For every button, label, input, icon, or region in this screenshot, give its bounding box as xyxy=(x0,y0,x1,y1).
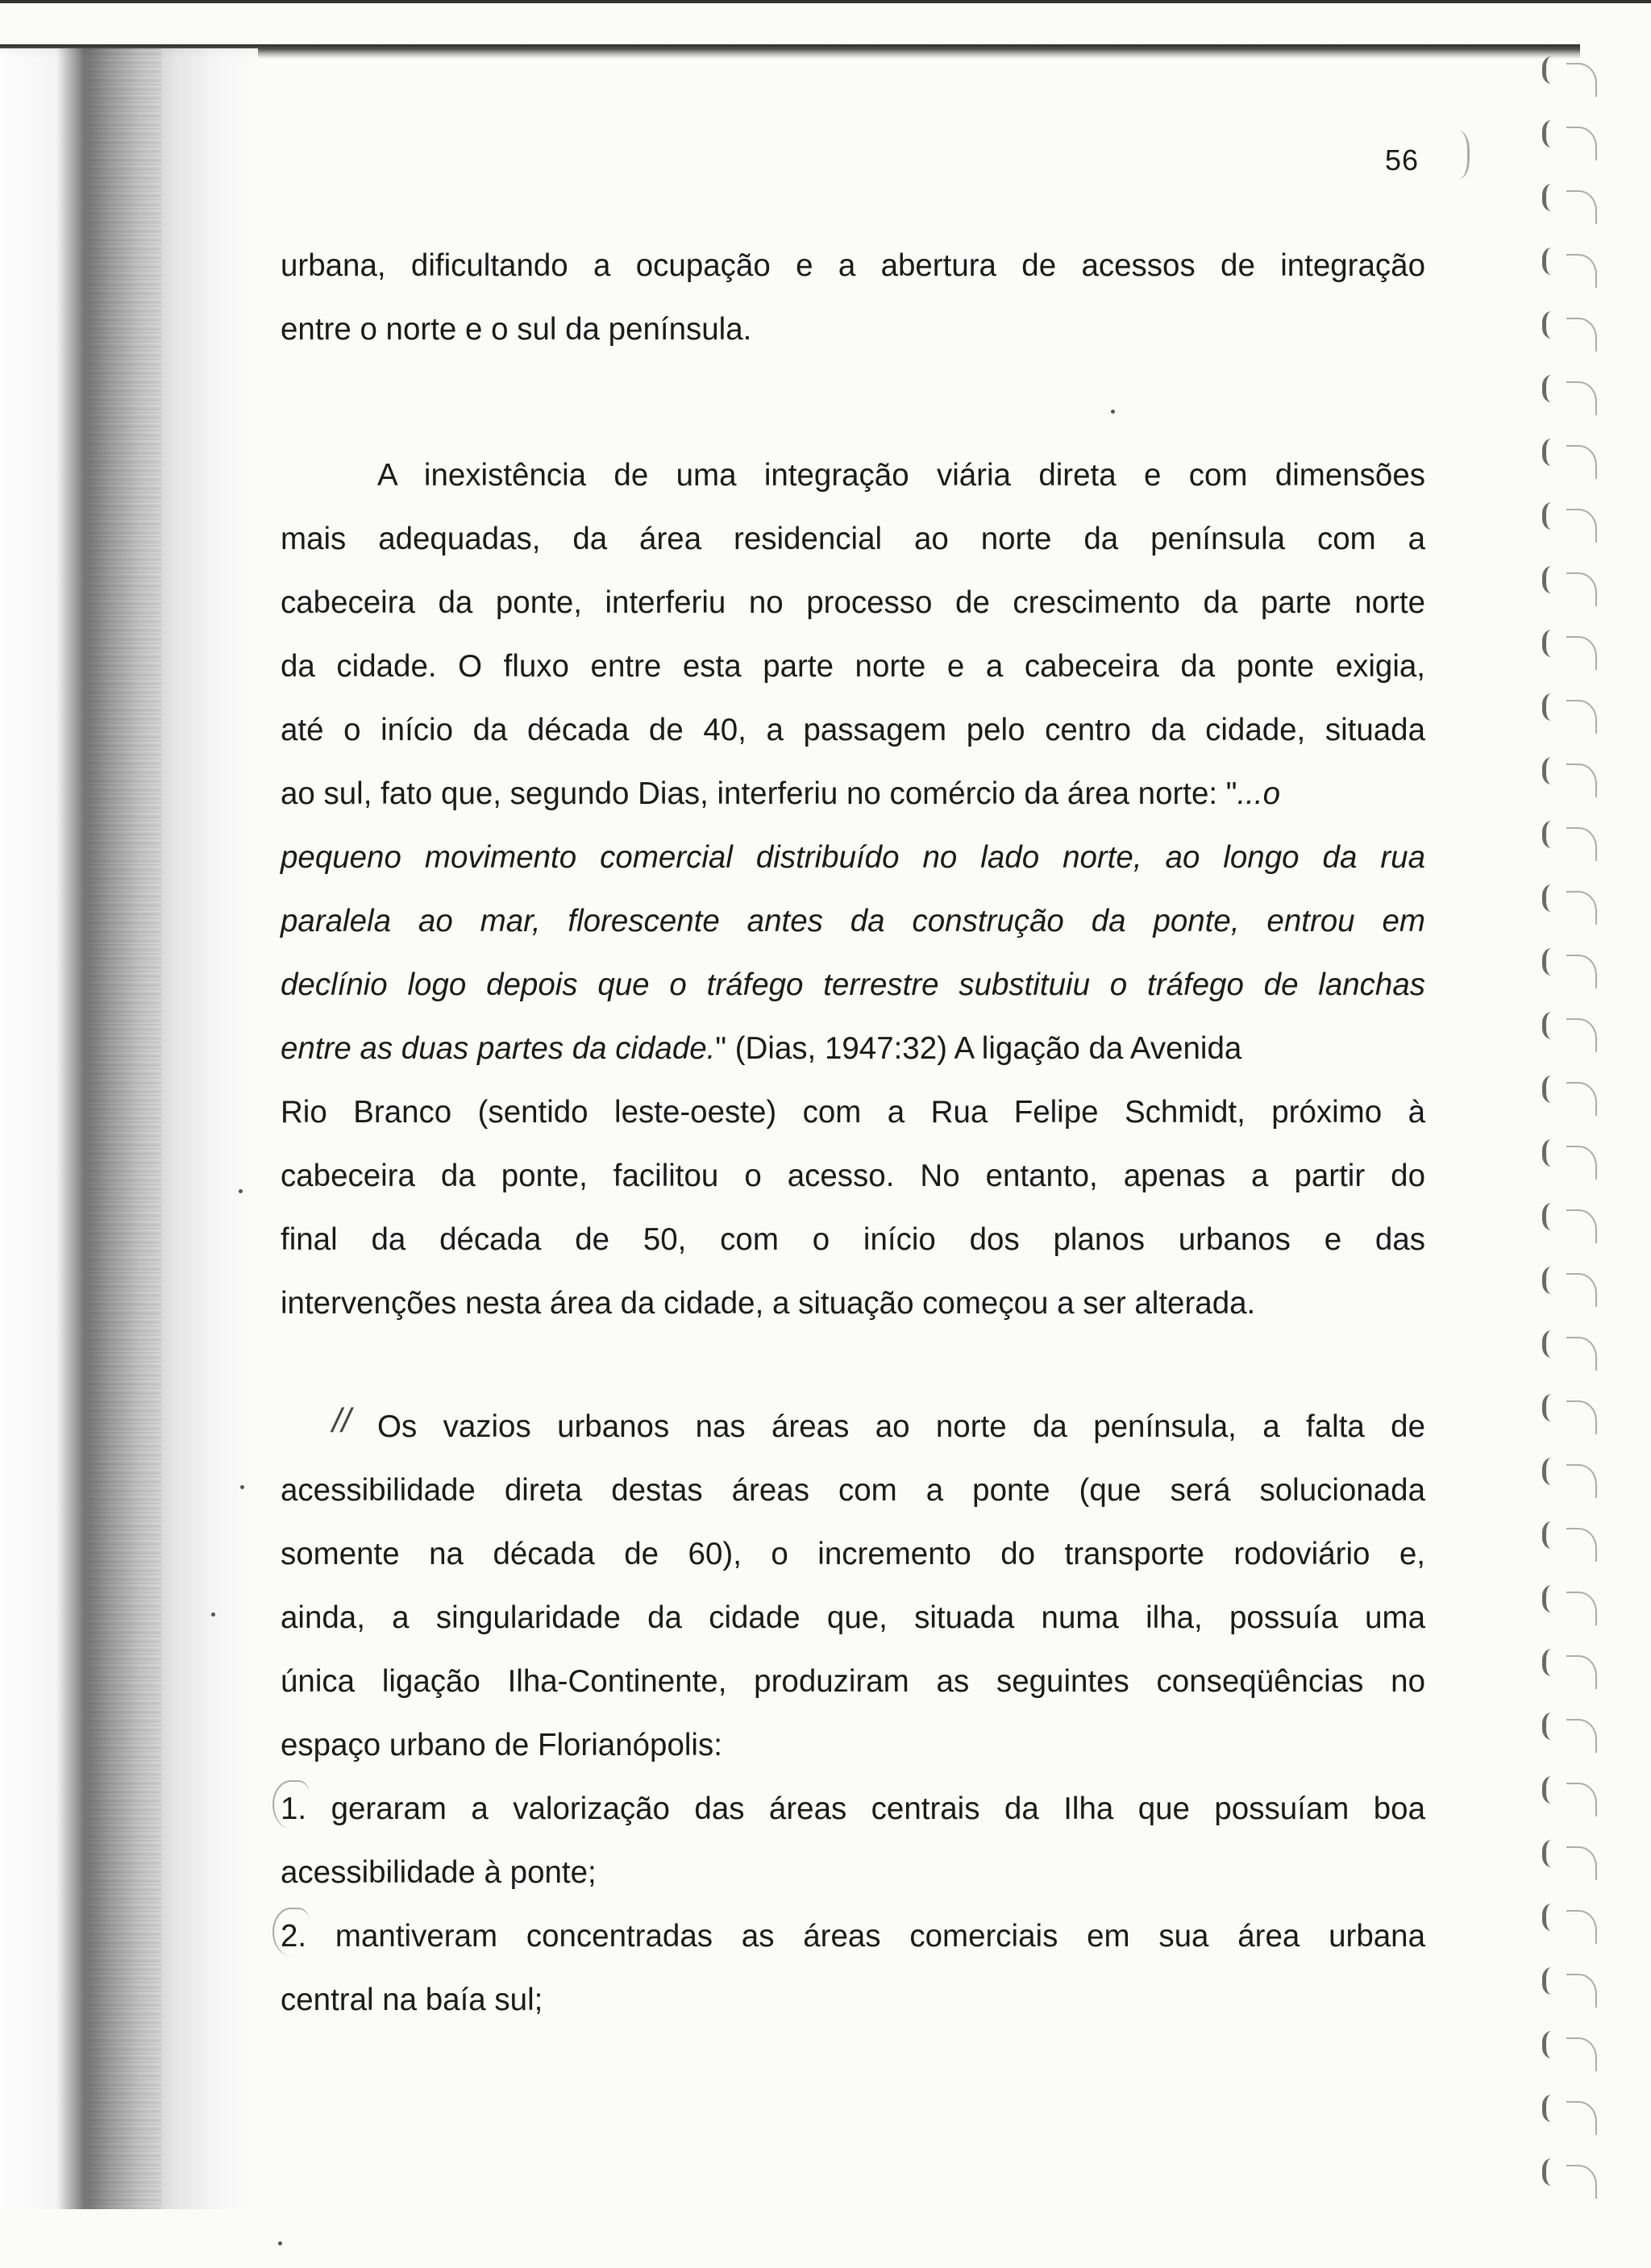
spiral-arc xyxy=(1566,254,1597,288)
spiral-arc xyxy=(1566,1400,1597,1434)
consequences-list xyxy=(281,1777,1425,2032)
paragraph-pencil-mark: // xyxy=(332,1401,351,1439)
spiral-ring xyxy=(1542,1203,1566,1230)
spiral-arc xyxy=(1566,1337,1597,1371)
spiral-ring xyxy=(1542,757,1566,784)
spiral-arc xyxy=(1566,63,1597,97)
scan-speck xyxy=(240,1485,244,1489)
spiral-arc xyxy=(1566,1209,1597,1243)
scan-speck xyxy=(1111,410,1115,414)
spiral-ring xyxy=(1542,1776,1566,1804)
quote-segment: ...o xyxy=(1237,776,1280,811)
quote-line: declínio logo depois que o tráfego terrestre substituiu o tráfego de lanchas xyxy=(281,968,1425,1002)
scan-speck xyxy=(239,1189,243,1193)
text-line: acessibilidade direta destas áreas com a ponte (que será solucionada xyxy=(281,1473,1425,1508)
spiral-arc xyxy=(1566,1719,1597,1753)
spiral-arc xyxy=(1566,1018,1597,1052)
spiral-ring xyxy=(1542,439,1566,466)
spiral-ring xyxy=(1542,1585,1566,1613)
text-line: espaço urbano de Florianópolis: xyxy=(281,1728,722,1762)
spiral-ring xyxy=(1542,693,1566,721)
spiral-arc xyxy=(1566,764,1597,797)
quote-line: pequeno movimento comercial distribuído no lado norte, ao longo da rua xyxy=(281,840,1425,875)
spiral-ring xyxy=(1542,1840,1566,1867)
text-line: cabeceira da ponte, facilitou o acesso. No entanto, apenas a partir do xyxy=(281,1159,1425,1193)
spiral-ring xyxy=(1542,1139,1566,1167)
spiral-ring xyxy=(1542,1330,1566,1358)
spiral-ring xyxy=(1542,184,1566,211)
spiral-arc xyxy=(1566,955,1597,988)
spiral-arc xyxy=(1566,127,1597,160)
text-line: A inexistência de uma integração viária direta e com dimensões xyxy=(377,458,1425,493)
text-line: até o início da década de 40, a passagem pelo centro da cidade, situada xyxy=(281,713,1425,747)
spiral-arc xyxy=(1566,2165,1597,2199)
spiral-arc xyxy=(1566,318,1597,352)
text-segment: ao sul, fato que, segundo Dias, interferiu no comércio da área norte: " xyxy=(281,776,1237,811)
spiral-ring xyxy=(1542,566,1566,593)
text-line: mais adequadas, da área residencial ao norte da península com a xyxy=(281,522,1425,556)
spiral-arc xyxy=(1566,381,1597,415)
spiral-ring xyxy=(1542,1012,1566,1039)
spiral-arc xyxy=(1566,827,1597,861)
quote-segment: entre as duas partes da cidade. xyxy=(281,1031,716,1066)
spiral-arc xyxy=(1566,1273,1597,1307)
spiral-ring xyxy=(1542,120,1566,148)
text-line xyxy=(281,1017,1425,1080)
text-line xyxy=(281,762,1425,826)
text-line: intervenções nesta área da cidade, a situação começou a ser alterada. xyxy=(281,1286,1256,1321)
spiral-arc xyxy=(1566,1910,1597,1944)
text-line: ainda, a singularidade da cidade que, situada numa ilha, possuía uma xyxy=(281,1600,1425,1635)
spiral-arc xyxy=(1566,2037,1597,2071)
spiral-arc xyxy=(1566,1592,1597,1625)
page-top-border xyxy=(0,0,1651,3)
list-number: 2. xyxy=(281,1904,306,1968)
spiral-arc xyxy=(1566,891,1597,925)
text-line: urbana, dificultando a ocupação e a abertura de acessos de integração xyxy=(281,248,1425,283)
text-line: da cidade. O fluxo entre esta parte norte e a cabeceira da ponte exigia, xyxy=(281,649,1425,684)
spiral-ring xyxy=(1542,884,1566,912)
spiral-ring xyxy=(1542,1904,1566,1931)
text-line: cabeceira da ponte, interferiu no processo de crescimento da parte norte xyxy=(281,585,1425,620)
spiral-arc xyxy=(1566,1846,1597,1880)
list-item-1-continuation: acessibilidade à ponte; xyxy=(281,1855,597,1890)
spiral-arc xyxy=(1566,572,1597,606)
list-number: 1. xyxy=(281,1777,306,1841)
spiral-arc xyxy=(1566,2101,1597,2135)
spiral-ring xyxy=(1542,502,1566,530)
text-segment: " (Dias, 1947:32) A ligação da Avenida xyxy=(715,1031,1242,1066)
spiral-ring xyxy=(1542,630,1566,657)
spiral-arc xyxy=(1566,636,1597,670)
spiral-ring xyxy=(1542,248,1566,275)
spiral-ring xyxy=(1542,56,1566,84)
page-number-pencil-mark xyxy=(1443,131,1470,179)
spiral-ring xyxy=(1542,1394,1566,1421)
scan-speck xyxy=(278,2241,282,2245)
list-text: geraram a valorização das áreas centrais da Ilha que possuíam boa xyxy=(331,1792,1425,1826)
spiral-arc xyxy=(1566,700,1597,734)
quote-line: paralela ao mar, florescente antes da construção da ponte, entrou em xyxy=(281,904,1425,938)
spiral-ring xyxy=(1542,2158,1566,2186)
list-item-2-continuation: central na baía sul; xyxy=(281,1983,543,2017)
text-line: entre o norte e o sul da península. xyxy=(281,312,752,347)
spiral-ring xyxy=(1542,1267,1566,1294)
spiral-ring xyxy=(1542,375,1566,402)
spiral-ring xyxy=(1542,948,1566,976)
list-item-2 xyxy=(281,1904,1425,1968)
list-item-1 xyxy=(281,1777,1425,1841)
text-line: final da década de 50, com o início dos planos urbanos e das xyxy=(281,1222,1425,1257)
spiral-arc xyxy=(1566,1655,1597,1689)
spiral-ring xyxy=(1542,1967,1566,1995)
spiral-arc xyxy=(1566,1082,1597,1116)
spiral-ring xyxy=(1542,1712,1566,1740)
scan-speck xyxy=(211,1613,215,1617)
text-line: única ligação Ilha-Continente, produziram as seguintes conseqüências no xyxy=(281,1664,1425,1699)
spiral-ring xyxy=(1542,821,1566,848)
spiral-ring xyxy=(1542,2031,1566,2058)
spiral-ring xyxy=(1542,1521,1566,1549)
spiral-arc xyxy=(1566,1974,1597,2008)
spiral-arc xyxy=(1566,1783,1597,1816)
spiral-arc xyxy=(1566,1146,1597,1180)
spiral-arc xyxy=(1566,509,1597,543)
spiral-arc xyxy=(1566,190,1597,224)
spiral-ring xyxy=(1542,2095,1566,2122)
spiral-arc xyxy=(1566,445,1597,479)
page-number: 56 xyxy=(1385,144,1420,177)
spiral-arc xyxy=(1566,1528,1597,1562)
paragraph-integration xyxy=(281,443,1425,1335)
spiral-ring xyxy=(1542,1649,1566,1676)
text-line: Rio Branco (sentido leste-oeste) com a Rua Felipe Schmidt, próximo à xyxy=(281,1095,1425,1130)
paragraph-continuation xyxy=(281,234,1425,361)
spiral-ring xyxy=(1542,1458,1566,1485)
list-text: mantiveram concentradas as áreas comerciais em sua área urbana xyxy=(335,1919,1426,1954)
spiral-ring xyxy=(1542,1076,1566,1103)
spiral-ring xyxy=(1542,311,1566,339)
text-line: somente na década de 60), o incremento do transporte rodoviário e, xyxy=(281,1537,1425,1571)
paragraph-consequences xyxy=(281,1395,1425,1777)
binding-shadow xyxy=(0,48,258,2209)
spiral-arc xyxy=(1566,1464,1597,1498)
text-line: Os vazios urbanos nas áreas ao norte da península, a falta de xyxy=(377,1409,1425,1444)
spiral-binding xyxy=(1536,48,1608,2225)
